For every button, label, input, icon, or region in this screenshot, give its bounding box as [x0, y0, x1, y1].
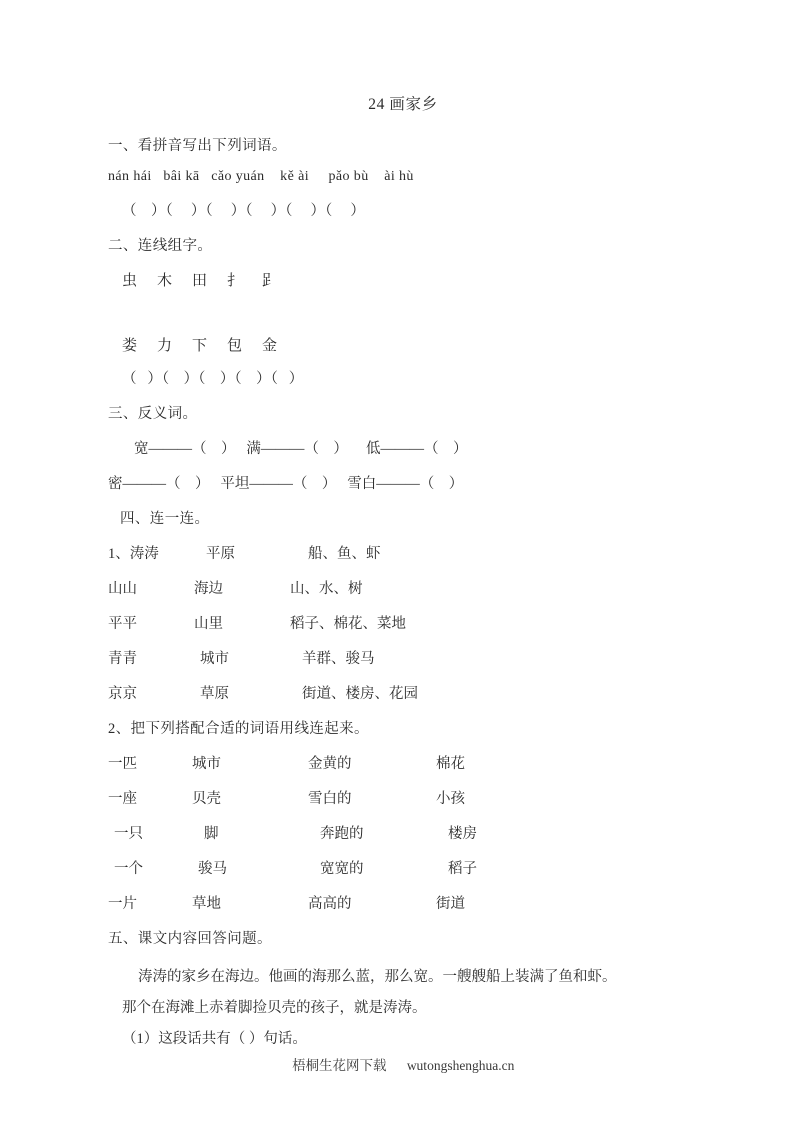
section-two-linking-area[interactable] — [108, 290, 698, 334]
table-row[interactable] — [108, 857, 698, 878]
match-two-col2[interactable]: 骏马 — [198, 861, 227, 877]
match-table-one — [108, 542, 698, 703]
match-two-col4[interactable]: 街道 — [436, 896, 465, 912]
match-one-col2[interactable]: 城市 — [200, 651, 229, 667]
document-content — [108, 92, 698, 1056]
match-one-col3[interactable]: 羊群、骏马 — [302, 651, 375, 667]
match-two-col3[interactable]: 奔跑的 — [320, 826, 364, 842]
table-row[interactable] — [108, 542, 698, 563]
match-two-col1[interactable]: 一只 — [114, 826, 143, 842]
match-table-two — [108, 752, 698, 913]
passage-paragraph-2: 那个在海滩上赤着脚捡贝壳的孩子，就是涛涛。 — [122, 1000, 427, 1017]
table-row[interactable] — [108, 647, 698, 668]
table-row[interactable] — [108, 682, 698, 703]
match-one-col1[interactable]: 京京 — [108, 686, 137, 702]
section-one-heading: 一、看拼音写出下列词语。 — [108, 138, 287, 154]
match-two-col3[interactable]: 宽宽的 — [320, 861, 364, 877]
section-two-bottom-chars[interactable]: 娄 力 下 包 金 — [122, 338, 279, 354]
match-two-col3[interactable]: 高高的 — [308, 896, 352, 912]
match-one-col3[interactable]: 山、水、树 — [290, 581, 363, 597]
table-row[interactable] — [108, 752, 698, 773]
section-four-part-two-heading: 2、把下列搭配合适的词语用线连起来。 — [108, 721, 369, 737]
section-three-row-2[interactable]: 密———（ ） 平坦———（ ） 雪白———（ ） — [108, 476, 464, 492]
match-two-col4[interactable]: 稻子 — [448, 861, 477, 877]
section-two-answer-row[interactable]: （ ）（ ）（ ）（ ）（ ） — [122, 371, 304, 387]
match-one-col2[interactable]: 山里 — [194, 616, 223, 632]
match-two-col4[interactable]: 楼房 — [448, 826, 477, 842]
table-row[interactable] — [108, 787, 698, 808]
match-two-col1[interactable]: 一座 — [108, 791, 137, 807]
footer-watermark — [0, 1038, 793, 1090]
section-five-heading: 五、课文内容回答问题。 — [108, 931, 272, 947]
passage-paragraph-1: 涛涛的家乡在海边。他画的海那么蓝，那么宽。一艘艘船上装满了鱼和虾。 — [138, 969, 617, 985]
match-one-col1[interactable]: 平平 — [108, 616, 137, 632]
match-one-col2[interactable]: 平原 — [206, 546, 235, 562]
match-two-col2[interactable]: 城市 — [192, 756, 221, 772]
match-one-label: 1、 — [108, 546, 130, 562]
match-two-col2[interactable]: 草地 — [192, 896, 221, 912]
match-two-col1[interactable]: 一片 — [108, 896, 137, 912]
match-two-col2[interactable]: 贝壳 — [192, 791, 221, 807]
match-one-col3[interactable]: 船、鱼、虾 — [308, 546, 381, 562]
match-two-col3[interactable]: 金黄的 — [308, 756, 352, 772]
table-row[interactable] — [108, 892, 698, 913]
match-one-col2[interactable]: 海边 — [194, 581, 223, 597]
section-four-heading: 四、连一连。 — [120, 511, 210, 527]
match-one-col1[interactable]: 涛涛 — [129, 546, 159, 562]
match-two-col4[interactable]: 小孩 — [436, 791, 465, 807]
match-two-col2[interactable]: 脚 — [204, 826, 219, 842]
match-one-col1[interactable]: 山山 — [108, 581, 137, 597]
match-one-col3[interactable]: 街道、楼房、花园 — [302, 686, 418, 702]
section-one-answer-row[interactable]: （ ）（ ）（ ）（ ）（ ）（ ） — [122, 203, 365, 219]
match-two-col1[interactable]: 一个 — [114, 861, 143, 877]
footer-site-url: wutongshenghua.cn — [406, 1058, 515, 1073]
section-three-heading: 三、反义词。 — [108, 406, 198, 422]
section-two-heading: 二、连线组字。 — [108, 238, 213, 254]
table-row[interactable] — [108, 612, 698, 633]
match-one-col3[interactable]: 稻子、棉花、菜地 — [290, 616, 406, 632]
question-one[interactable]: （1）这段话共有（ ）句话。 — [122, 1031, 307, 1048]
section-one-pinyin: nán hái bâi kā cǎo yuán kě ài pǎo bù ài hù — [108, 169, 414, 184]
page-title: 24 画家乡 — [368, 96, 438, 113]
footer-brand: 梧桐生花网下载 — [292, 1058, 387, 1073]
section-three-row-1[interactable]: 宽———（ ） 满———（ ） 低———（ ） — [134, 441, 468, 457]
match-two-col4[interactable]: 棉花 — [436, 756, 465, 772]
section-two-top-chars[interactable]: 虫 木 田 扌 𧾷 — [122, 273, 279, 289]
match-two-col3[interactable]: 雪白的 — [308, 791, 352, 807]
match-one-col1[interactable]: 青青 — [108, 651, 137, 667]
table-row[interactable] — [108, 577, 698, 598]
match-two-col1[interactable]: 一匹 — [108, 756, 137, 772]
match-one-col2[interactable]: 草原 — [200, 686, 229, 702]
table-row[interactable] — [108, 822, 698, 843]
